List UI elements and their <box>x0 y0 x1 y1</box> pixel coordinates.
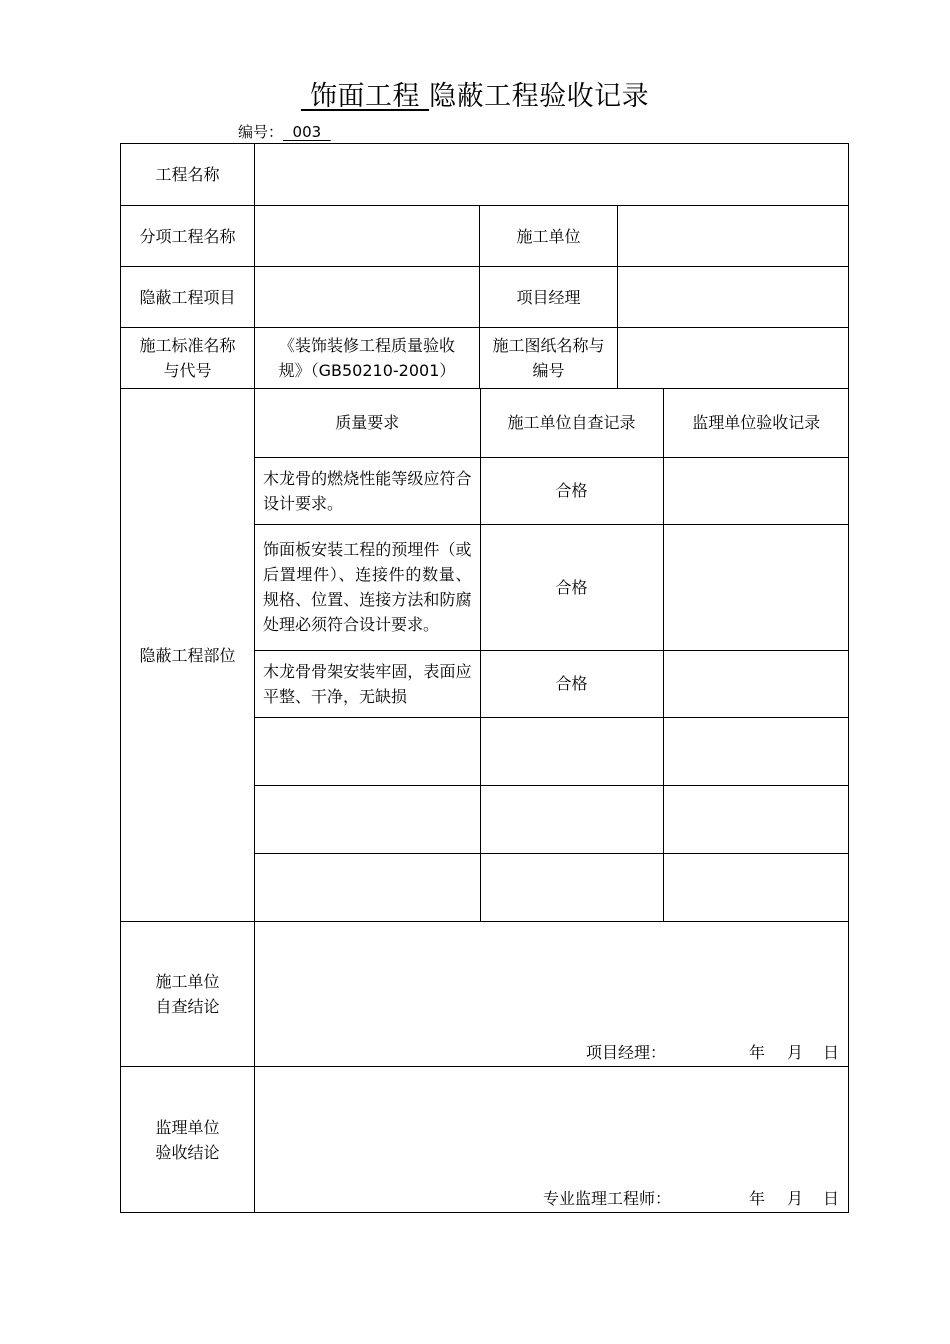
requirement-item-6[interactable] <box>255 853 480 921</box>
supervisor-conclusion-label <box>121 1067 255 1213</box>
contractor-conclusion-label-line-1: 施工单位 <box>155 972 220 991</box>
hidden-item-field[interactable] <box>255 267 480 328</box>
record-number-label: 编号： <box>238 123 284 141</box>
hidden-item-label: 隐蔽工程项目 <box>121 267 255 328</box>
self-check-item-2[interactable]: 合格 <box>480 524 663 650</box>
project-manager-label: 项目经理 <box>480 267 618 328</box>
standard-value[interactable] <box>255 328 480 389</box>
hidden-location-section <box>255 389 849 922</box>
project-manager-field[interactable] <box>618 267 849 328</box>
self-check-item-5[interactable] <box>480 785 663 853</box>
supervisor-item-3[interactable] <box>663 650 849 717</box>
record-number <box>238 121 331 142</box>
supervisor-signer-label: 专业监理工程师： <box>542 1189 671 1208</box>
supervisor-item-4[interactable] <box>663 717 849 785</box>
contractor-year-label: 年 <box>748 1043 765 1062</box>
supervisor-item-5[interactable] <box>663 785 849 853</box>
supervisor-conclusion-label-line-1: 监理单位 <box>155 1117 220 1137</box>
inspection-form-table <box>120 143 849 1213</box>
project-name-label: 工程名称 <box>121 144 255 206</box>
title-main-part: 隐蔽工程验收记录 <box>429 81 650 112</box>
requirement-item-2: 饰面板安装工程的预埋件（或后置埋件）、连接件的数量、规格、位置、连接方法和防腐处理必须符合设计要求。 <box>255 524 480 650</box>
requirement-item-4[interactable] <box>255 717 480 785</box>
self-check-item-1[interactable]: 合格 <box>480 457 663 524</box>
standard-label-line-1: 施工标准名称 <box>139 336 236 355</box>
requirement-item-5[interactable] <box>255 785 480 853</box>
standard-value-line-2: 规》（GB50210-2001） <box>278 361 456 380</box>
supervisor-year-label: 年 <box>748 1189 765 1208</box>
supervisor-month-label: 月 <box>787 1189 804 1208</box>
contractor-month-label: 月 <box>787 1043 804 1062</box>
contractor-signer-label: 项目经理： <box>585 1043 666 1062</box>
drawing-label-line-1: 施工图纸名称与 <box>492 336 605 355</box>
self-check-item-4[interactable] <box>480 717 663 785</box>
standard-value-line-1: 《装饰装修工程质量验收 <box>278 336 455 355</box>
title-underlined-part: 饰面工程 <box>300 81 430 112</box>
drawing-label <box>480 328 618 389</box>
requirement-item-3: 木龙骨骨架安装牢固，表面应平整、干净，无缺损 <box>255 650 480 717</box>
contractor-label: 施工单位 <box>480 206 618 267</box>
drawing-label-line-2: 编号 <box>532 361 565 380</box>
supervisor-day-label: 日 <box>823 1189 840 1208</box>
supervisor-item-6[interactable] <box>663 853 849 921</box>
self-check-item-3[interactable]: 合格 <box>480 650 663 717</box>
contractor-conclusion-label <box>121 922 255 1067</box>
subitem-name-label: 分项工程名称 <box>121 206 255 267</box>
standard-label-line-2: 与代号 <box>163 361 212 380</box>
header-quality-requirement: 质量要求 <box>255 389 480 457</box>
supervisor-conclusion-field[interactable] <box>255 1067 849 1213</box>
contractor-day-label: 日 <box>823 1043 840 1062</box>
drawing-field[interactable] <box>618 328 849 389</box>
supervisor-conclusion-label-line-2: 验收结论 <box>155 1142 220 1162</box>
contractor-conclusion-field[interactable] <box>255 922 849 1067</box>
project-name-field[interactable] <box>255 144 849 206</box>
contractor-field[interactable] <box>618 206 849 267</box>
quality-items-table <box>255 389 849 921</box>
requirement-item-1: 木龙骨的燃烧性能等级应符合设计要求。 <box>255 457 480 524</box>
subitem-name-field[interactable] <box>255 206 480 267</box>
hidden-location-label: 隐蔽工程部位 <box>121 389 255 922</box>
supervisor-signature-line <box>543 1186 839 1211</box>
supervisor-item-2[interactable] <box>663 524 849 650</box>
header-self-check: 施工单位自查记录 <box>480 389 663 457</box>
record-number-value: 003 <box>283 123 331 141</box>
document-title <box>0 74 950 113</box>
self-check-item-6[interactable] <box>480 853 663 921</box>
contractor-conclusion-label-line-2: 自查结论 <box>155 997 220 1016</box>
standard-label <box>121 328 255 389</box>
contractor-signature-line <box>586 1040 839 1065</box>
supervisor-item-1[interactable] <box>663 457 849 524</box>
header-supervisor-check: 监理单位验收记录 <box>663 389 849 457</box>
